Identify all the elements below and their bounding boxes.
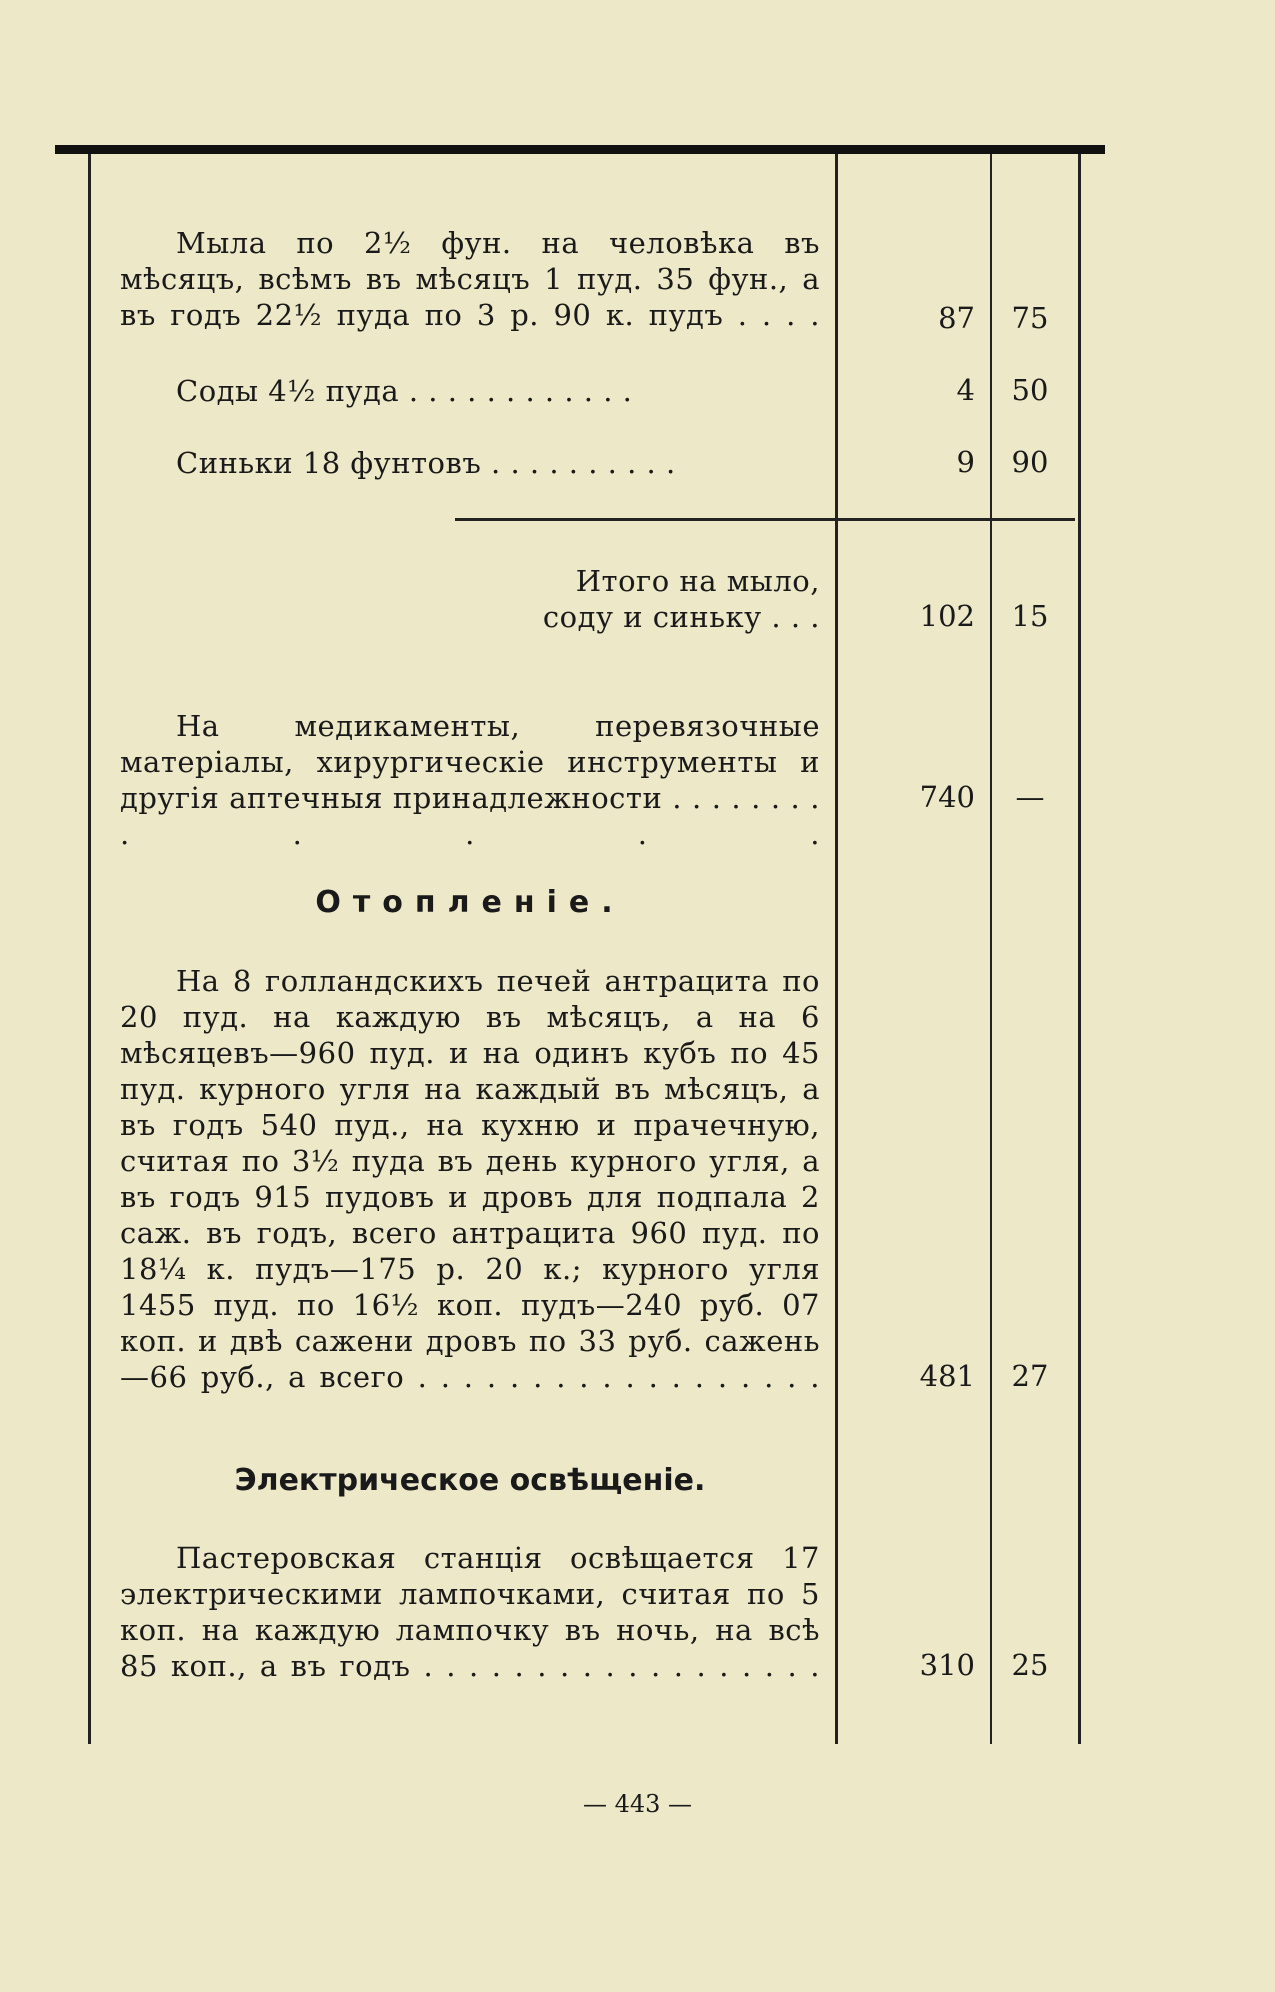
heading-lighting: Электрическое освѣщеніе. (234, 1463, 706, 1498)
entry-soda-text: Соды 4½ пуда . . . . . . . . . . . . (176, 374, 633, 408)
right-border (1078, 154, 1081, 1744)
entry-lighting-kopecks: 25 (1011, 1648, 1049, 1682)
rubles-column-divider (835, 154, 838, 1744)
entry-medicaments-rubles: 740 (919, 780, 975, 814)
entry-heating-rubles: 481 (919, 1359, 975, 1393)
entry-soap-kopecks: 75 (1011, 301, 1049, 335)
page-number: — 443 — (582, 1790, 693, 1818)
entry-lighting-rubles: 310 (919, 1648, 975, 1682)
entry-medicaments-text: На медикаменты, перевязочные матеріалы, хирургическіе инструменты и другія аптечныя принадлежности . . . . . . . . . . . . . (120, 709, 820, 851)
entry-soda-kopecks: 50 (1011, 373, 1049, 407)
subtotal-text: Итого на мыло, соду и синьку . . . (542, 564, 820, 634)
subtotal-rubles: 102 (919, 599, 975, 633)
entry-lighting-text: Пастеровская станція освѣщается 17 электрическими лампочками, считая по 5 коп. на каждую лампочку въ ночь, на всѣ 85 коп., а въ годъ . . . . . . . . . . . . . . . . . . (120, 1541, 820, 1683)
top-rule (55, 145, 1105, 154)
kopecks-column-divider (990, 154, 992, 1744)
subtotal-kopecks: 15 (1011, 599, 1049, 633)
subtotal-rule (455, 518, 1075, 521)
entry-blueing-text: Синьки 18 фунтовъ . . . . . . . . . . (176, 446, 676, 480)
entry-blueing-rubles: 9 (956, 445, 975, 479)
entry-soap-text: Мыла по 2½ фун. на человѣка въ мѣсяцъ, всѣмъ въ мѣсяцъ 1 пуд. 35 фун., а въ годъ 22½ пуда по 3 р. 90 к. пудъ . . . . (120, 226, 820, 332)
entry-medicaments-kopecks: — (1015, 780, 1045, 814)
entry-soda-rubles: 4 (956, 373, 975, 407)
left-border (88, 154, 91, 1744)
heading-heating: Отопленіе. (315, 885, 625, 920)
entry-heating-text: На 8 голландскихъ печей антрацита по 20 пуд. на каждую въ мѣсяцъ, а на 6 мѣсяцевъ—960 пуд. и на одинъ кубъ по 45 пуд. курного угля на каждый въ мѣсяцъ, а въ годъ 540 пуд., на кухню и прачечную, считая по 3½ пуда въ день курного угля, а въ годъ 915 пудовъ и дровъ для подпала 2 саж. въ годъ, всего антрацита 960 пуд. по 18¼ к. пудъ—175 р. 20 к.; курного угля 1455 пуд. по 16½ коп. пудъ—240 руб. 07 коп. и двѣ сажени дровъ по 33 руб. сажень—66 руб., а всего . . . . . . . . . . . . . . . . . . (120, 964, 820, 1394)
entry-soap-rubles: 87 (938, 301, 975, 335)
entry-heating-kopecks: 27 (1011, 1359, 1049, 1393)
entry-blueing-kopecks: 90 (1011, 445, 1049, 479)
